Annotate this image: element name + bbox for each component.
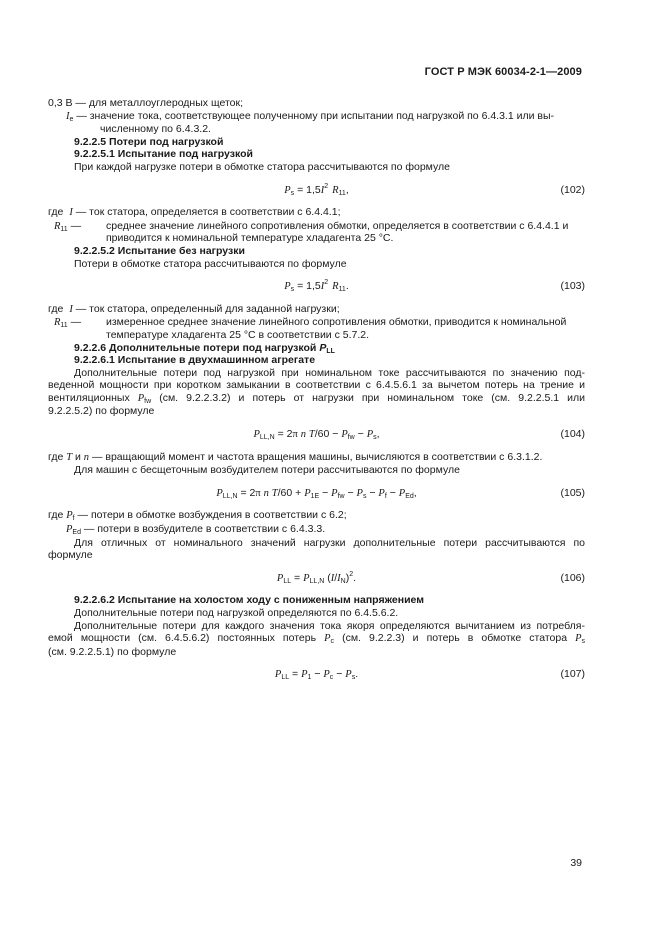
- equation-number-103: (103): [560, 280, 585, 293]
- section-9-2-2-6-title: 9.2.2.6 Дополнительные потери под нагрузкой $P_{LL}$: [74, 341, 335, 355]
- section-9-2-2-5-2-title: 9.2.2.5.2 Испытание без нагрузки: [74, 244, 245, 257]
- formula-106: [48, 572, 585, 585]
- section-9-2-2-6-2-paragraph: Дополнительные потери для каждого значения тока якоря определяются вычитанием из потребля- емой мощности (см. 6.4.5.6.2) постоянных потерь $P_c$ (см. 9.2.2.3) и потерь в обмотке статора $P_s$ (см. 9.2.2.5.1) по формуле: [48, 619, 586, 658]
- section-9-2-2-5-title: 9.2.2.5 Потери под нагрузкой: [74, 135, 224, 148]
- formula-105: [48, 487, 585, 500]
- section-9-2-2-6-2-text: Дополнительные потери под нагрузкой определяются по 6.4.5.6.2.: [74, 607, 399, 619]
- formula-107: [48, 668, 585, 681]
- page-number: 39: [570, 857, 582, 869]
- definition-I-103: где I — ток статора, определенный для заданной нагрузки;: [48, 302, 340, 315]
- equation-number-102: (102): [560, 183, 585, 196]
- section-9-2-2-6-1-title: 9.2.2.6.1 Испытание в двухмашинном агрегате: [74, 354, 316, 367]
- equation-number-107: (107): [560, 668, 585, 681]
- formula-105-expression: $P_{LL,N} = 2\pi$ n $T/60 + P_{1E} - P_{fw} - P_s - P_f - P_{Ed}$,: [216, 486, 417, 500]
- equation-number-106: (106): [560, 571, 585, 584]
- definition-R11-102: $R_{11}$ — среднее значение линейного сопротивления обмотки, определяется в соответствии с 6.4.4.1 и приводится к номинальной температуре хладагента 25 °С.: [54, 219, 569, 245]
- formula-103-expression: $P_s = 1,5I^2$ $R_{11}$.: [284, 279, 349, 294]
- equation-number-105: (105): [560, 486, 585, 499]
- formula-102-expression: $P_s = 1,5I^2$ $R_{11}$,: [284, 182, 349, 197]
- definition-Pf: где $P_f$ — потери в обмотке возбуждения в соответствии с 6.2;: [48, 509, 347, 523]
- section-9-2-2-5-1-title: 9.2.2.5.1 Испытание под нагрузкой: [74, 148, 253, 161]
- non-rated-load-paragraph: Для отличных от номинального значений нагрузки дополнительные потери рассчитываются по формуле: [48, 536, 585, 562]
- intro-line: 0,3 В — для металлоуглеродных щеток;: [48, 97, 243, 109]
- formula-106-expression: $P_{LL} = P_{LL,N}$ $(I/I_N)^2$.: [276, 570, 357, 585]
- section-9-2-2-5-1-text: При каждой нагрузке потери в обмотке статора рассчитываются по формуле: [74, 160, 451, 173]
- ie-definition: $I_e$ — значение тока, соответствующее полученному при испытании под нагрузкой по 6.4.3.1 или вы-: [66, 109, 554, 123]
- standard-header: ГОСТ Р МЭК 60034-2-1—2009: [424, 66, 582, 78]
- formula-104: [48, 428, 585, 441]
- formula-103: [48, 280, 585, 293]
- definition-R11-103: $R_{11}$ — измеренное среднее значение линейного сопротивления обмотки, приводится к номинальной температуре хладагента 25 °С в соответствии с 5.7.2.: [54, 316, 567, 341]
- definition-PEd: $P_{Ed}$ — потери в возбудителе в соответствии с 6.4.3.3.: [66, 523, 326, 537]
- equation-number-104: (104): [560, 428, 585, 441]
- formula-104-expression: $P_{LL,N} = 2\pi$ n $T/60 - P_{fw} - P_s$,: [253, 428, 380, 442]
- section-9-2-2-6-1-paragraph: Дополнительные потери под нагрузкой при номинальном токе рассчитываются по значению под- веденной мощности при коротком замыкании в соответствии с 6.4.5.6.1 за вычетом потерь на трение и вентиляционных $P_{fw}$ (см. 9.2.2.3.2) и потерь от нагрузки при номинальном токе (см. 9.2.2.5.1 или 9.2.2.5.2) по формуле: [48, 366, 585, 418]
- formula-107-expression: $P_{LL} = P_1 - P_c - P_s$.: [274, 668, 359, 682]
- definition-I-102: где I — ток статора, определяется в соответствии с 6.4.4.1;: [48, 206, 341, 219]
- definition-T-n: где T и n — вращающий момент и частота вращения машины, вычисляются в соответствии с 6.3.1.2.: [48, 450, 543, 463]
- ie-definition-cont: численному по 6.4.3.2.: [100, 123, 211, 136]
- brushless-exciter-text: Для машин с бесщеточным возбудителем потери рассчитываются по формуле: [74, 464, 460, 477]
- section-9-2-2-6-2-title: 9.2.2.6.2 Испытание на холостом ходу с пониженным напряжением: [74, 594, 424, 607]
- document-body: [48, 97, 585, 691]
- section-9-2-2-5-2-text: Потери в обмотке статора рассчитываются по формуле: [74, 257, 347, 270]
- formula-102: [48, 184, 585, 197]
